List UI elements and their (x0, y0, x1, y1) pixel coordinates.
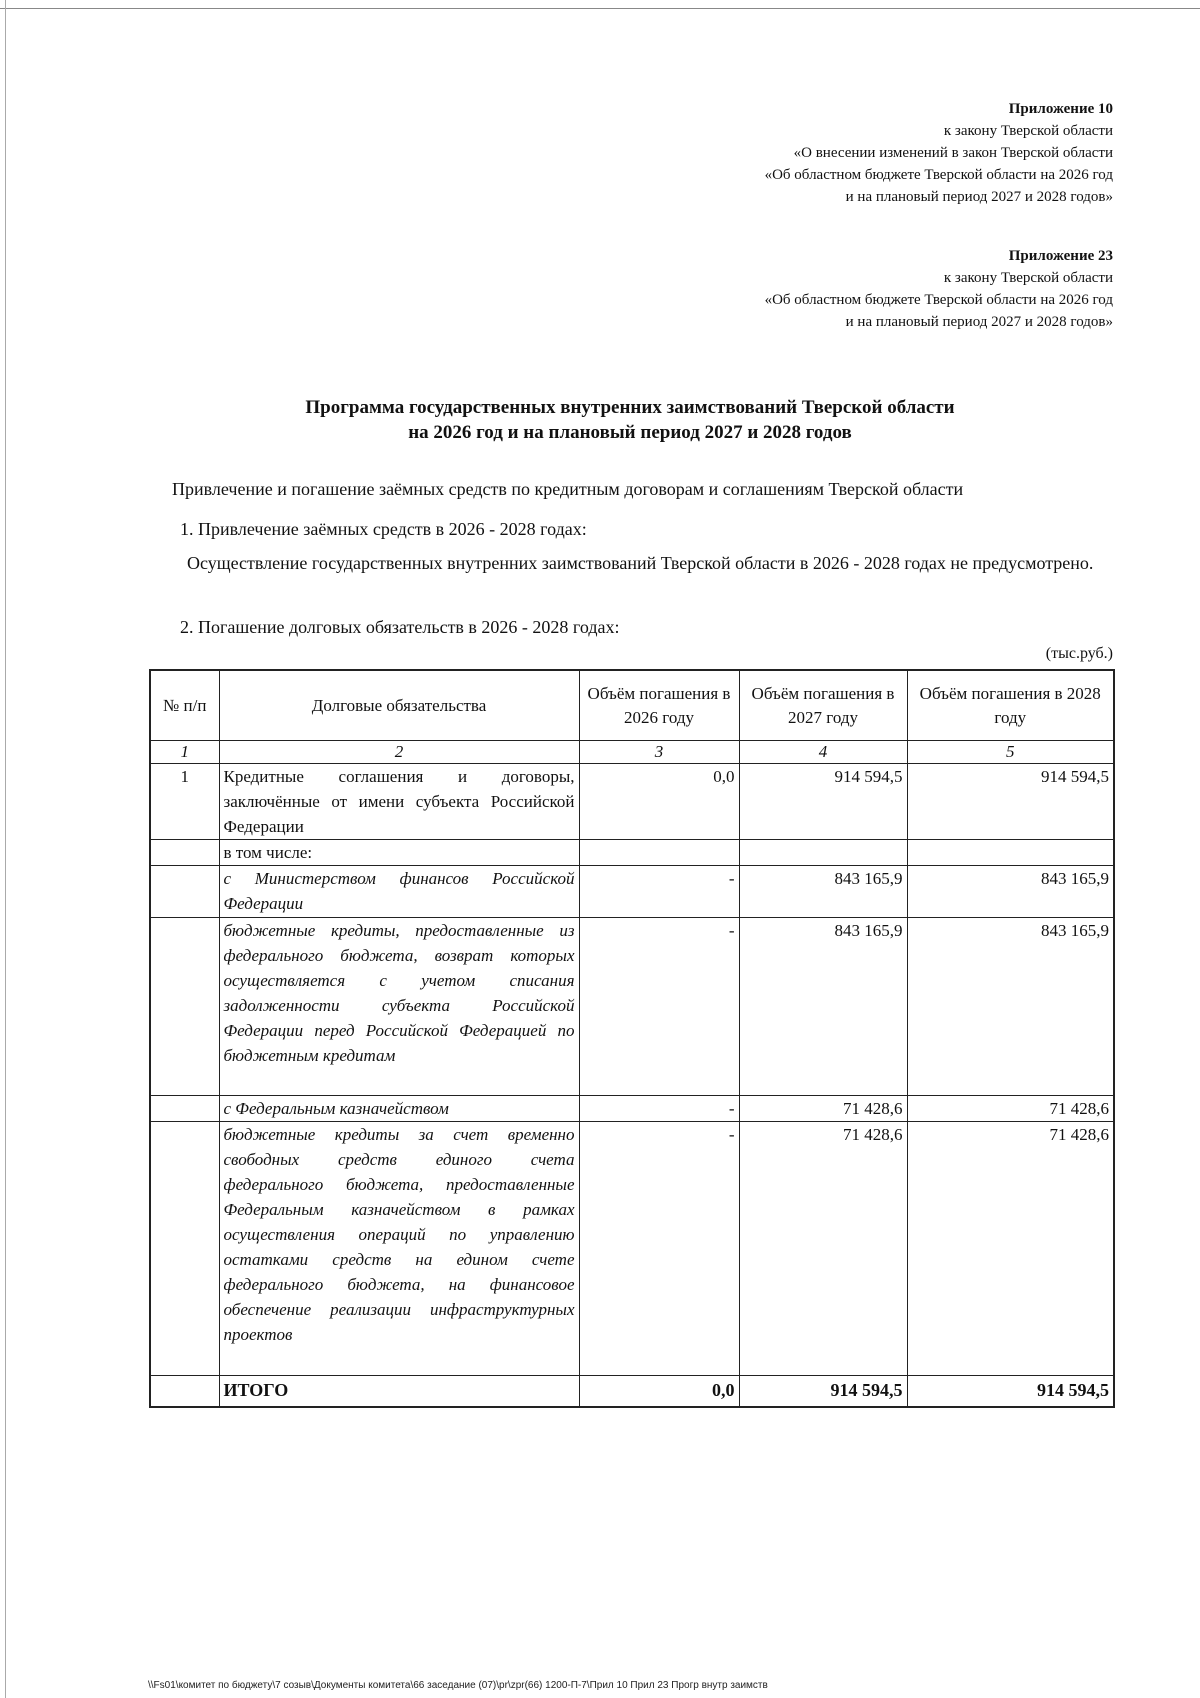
debt-repayment-table (149, 669, 1115, 1408)
file-path-footer: \\Fs01\комитет по бюджету\7 созыв\Документы комитета\66 заседание (07)\pr\zpr(66) 1200-П-7\Прил 10 Прил 23 Прогр внутр заимств (148, 1680, 768, 1691)
appendix-10-block (765, 98, 1113, 208)
appendix-10-line: и на плановый период 2027 и 2028 годов» (845, 189, 1113, 205)
row-2028: 843 165,9 (907, 866, 1114, 918)
section-1-text: Осуществление государственных внутренних заимствований Тверской области в 2026 - 2028 годах не предусмотрено. (187, 553, 1094, 573)
row-2027: 843 165,9 (739, 866, 907, 918)
row-obligation: Кредитные соглашения и договоры, заключённые от имени субъекта Российской Федерации (219, 764, 579, 840)
row-2028: 71 428,6 (907, 1096, 1114, 1122)
row-no: 1 (150, 764, 219, 840)
document-subtitle: Привлечение и погашение заёмных средств по кредитным договорам и соглашениям Тверской области (172, 479, 964, 499)
row-obligation: бюджетные кредиты за счет временно свободных средств единого счета федерального бюджета, предоставленные Федеральным казначейством в рамках осуществления операций по управлению остатками средств на едином счете федерального бюджета, на финансовое обеспечение реализации инфраструктурных проектов (219, 1122, 579, 1376)
row-2026: - (579, 1096, 739, 1122)
column-number: 4 (739, 741, 907, 764)
row-obligation: бюджетные кредиты, предоставленные из федерального бюджета, возврат которых осуществляется с учетом списания задолженности субъекта Российской Федерации перед Российской Федерацией по бюджетным кредитам (219, 918, 579, 1096)
scan-edge-top (0, 8, 1200, 9)
section-1-heading: 1. Привлечение заёмных средств в 2026 - 2028 годах: (180, 519, 587, 539)
row-no (150, 918, 219, 1096)
header-2028: Объём погашения в 2028 году (907, 670, 1114, 741)
column-number: 1 (150, 741, 219, 764)
row-2028: 914 594,5 (907, 764, 1114, 840)
header-no: № п/п (150, 670, 219, 741)
table-row (150, 918, 1114, 1096)
column-number: 2 (219, 741, 579, 764)
row-obligation: в том числе: (219, 840, 579, 866)
table-row (150, 1122, 1114, 1376)
table-row (150, 840, 1114, 866)
appendix-10-line: «О внесении изменений в закон Тверской области (793, 145, 1113, 161)
row-2028: 843 165,9 (907, 918, 1114, 1096)
appendix-23-block (765, 245, 1113, 333)
table-header-row (150, 670, 1114, 741)
column-number: 5 (907, 741, 1114, 764)
row-no (150, 866, 219, 918)
row-2027: 71 428,6 (739, 1096, 907, 1122)
row-obligation: с Министерством финансов Российской Федерации (219, 866, 579, 918)
scan-edge-left (5, 0, 6, 1698)
appendix-10-line: «Об областном бюджете Тверской области на 2026 год (764, 167, 1113, 183)
column-number: 3 (579, 741, 739, 764)
total-no (150, 1376, 219, 1408)
table-row (150, 764, 1114, 840)
appendix-23-title: Приложение 23 (1008, 248, 1113, 264)
units-label: (тыс.руб.) (1045, 645, 1113, 662)
row-2028: 71 428,6 (907, 1122, 1114, 1376)
row-no (150, 1096, 219, 1122)
row-no (150, 840, 219, 866)
row-2027 (739, 840, 907, 866)
total-2027: 914 594,5 (739, 1376, 907, 1408)
table-row (150, 1096, 1114, 1122)
header-2026: Объём погашения в 2026 году (579, 670, 739, 741)
appendix-10-line: к закону Тверской области (943, 123, 1113, 139)
appendix-23-line: «Об областном бюджете Тверской области на 2026 год (764, 292, 1113, 308)
header-2027: Объём погашения в 2027 году (739, 670, 907, 741)
row-2026: - (579, 918, 739, 1096)
document-title-line: на 2026 год и на плановый период 2027 и 2028 годов (408, 422, 852, 443)
column-number-row (150, 741, 1114, 764)
total-row (150, 1376, 1114, 1408)
row-2026: - (579, 1122, 739, 1376)
total-label: ИТОГО (219, 1376, 579, 1408)
document-title (140, 395, 1120, 445)
row-2027: 843 165,9 (739, 918, 907, 1096)
section-2-heading: 2. Погашение долговых обязательств в 2026 - 2028 годах: (180, 617, 620, 637)
row-obligation: с Федеральным казначейством (219, 1096, 579, 1122)
row-2028 (907, 840, 1114, 866)
header-obligations: Долговые обязательства (219, 670, 579, 741)
row-2027: 71 428,6 (739, 1122, 907, 1376)
appendix-23-line: и на плановый период 2027 и 2028 годов» (845, 314, 1113, 330)
row-2027: 914 594,5 (739, 764, 907, 840)
row-2026: 0,0 (579, 764, 739, 840)
total-2026: 0,0 (579, 1376, 739, 1408)
appendix-10-title: Приложение 10 (1008, 101, 1113, 117)
appendix-23-line: к закону Тверской области (943, 270, 1113, 286)
total-2028: 914 594,5 (907, 1376, 1114, 1408)
table-row (150, 866, 1114, 918)
row-2026: - (579, 866, 739, 918)
row-2026 (579, 840, 739, 866)
row-no (150, 1122, 219, 1376)
document-title-line: Программа государственных внутренних заимствований Тверской области (305, 397, 955, 418)
